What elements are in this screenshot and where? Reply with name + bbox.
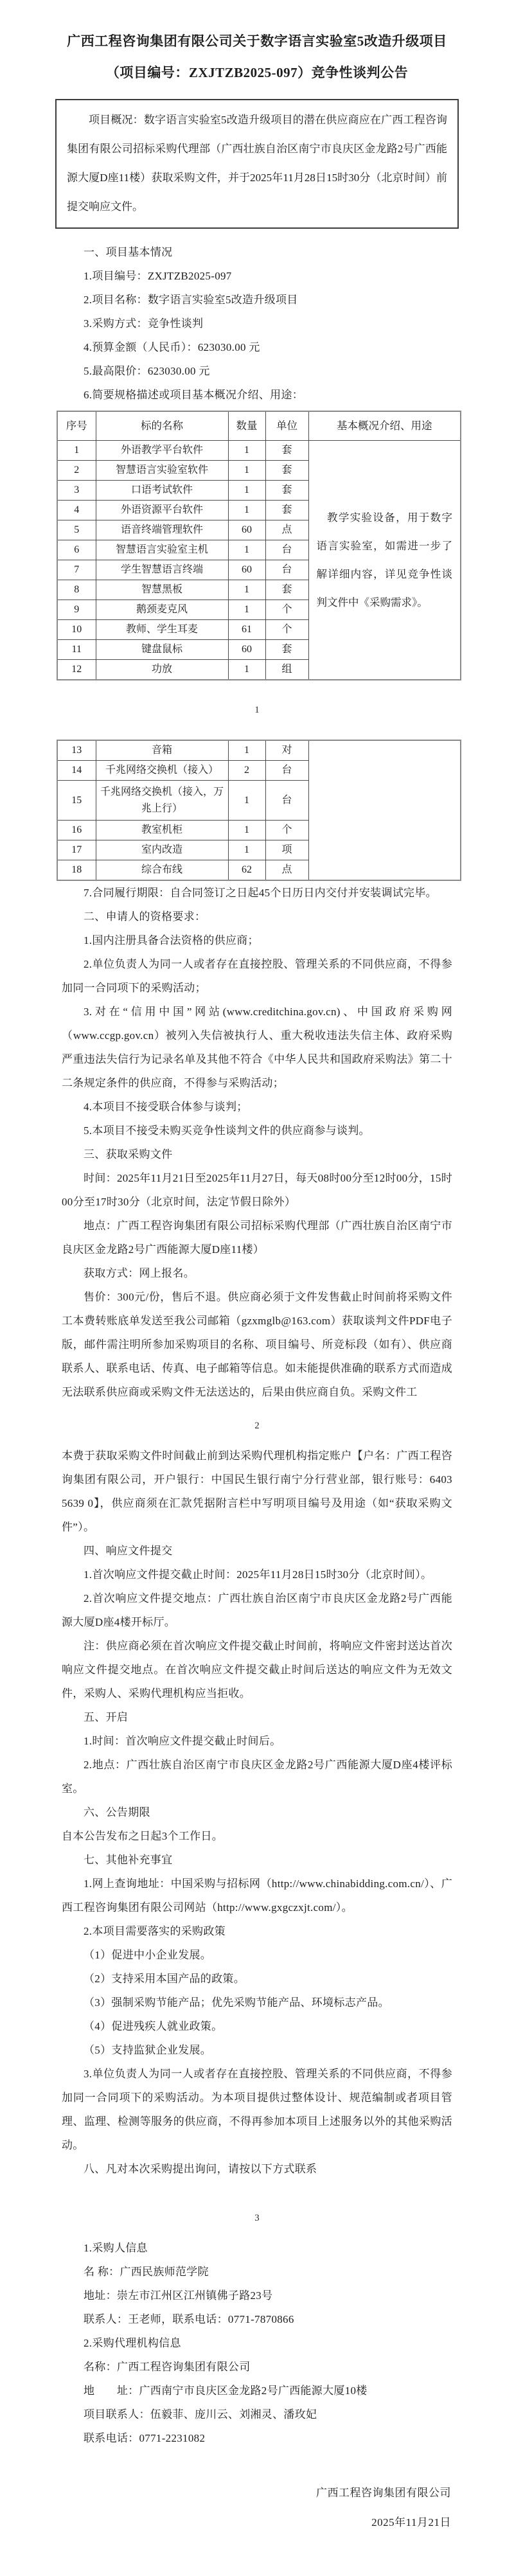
doc-obtain-place: 地点：广西工程咨询集团有限公司招标采购代理部（广西壮族自治区南宁市良庆区金龙路2号广西能源大厦D座11楼）	[62, 1220, 452, 1256]
cell-no: 17	[57, 840, 96, 860]
page-number-2: 2	[254, 1421, 260, 1431]
basic-item-project-name: 2.项目名称：数字语言实验室5改造升级项目	[84, 294, 298, 306]
section-heading-3: 三、获取采购文件	[84, 1148, 173, 1160]
merged-usage-note: 教学实验设备，用于数字语言实验室，如需进一步了解详细内容，详见竞争性谈判文件中《采购需求》。	[308, 441, 461, 680]
title-line-1: 广西工程咨询集团有限公司关于数字语言实验室5改造升级项目	[67, 33, 447, 49]
cell-no: 18	[57, 860, 96, 881]
cell-name: 智慧语言实验室主机	[96, 540, 228, 560]
page-break-gap	[62, 2225, 452, 2236]
signature-date: 2025年11月21日	[371, 2516, 451, 2528]
section-heading-6: 六、公告期限	[84, 1806, 150, 1818]
opening-time: 1.时间：首次响应文件提交截止时间后。	[84, 1735, 281, 1747]
page-break-gap	[62, 1432, 452, 1444]
cell-unit: 组	[265, 660, 308, 680]
para-contract-term: 7.合同履行期限：自合同签订之日起45个日历日内交付并安装调试完毕。	[84, 887, 437, 899]
cell-no: 11	[57, 640, 96, 660]
supplement-item-3: 3.单位负责人为同一人或者存在直接控股、管理关系的不同供应商，不得参加同一合同项下的采购活动。为本项目提供过整体设计、规范编制或者项目管理、监理、检测等服务的供应商，不得再参加本项目上述服务以外的其他采购活动。	[62, 2068, 452, 2151]
purchaser-address: 地址：崇左市江州区江州镇佛子路23号	[84, 2289, 273, 2302]
cell-name: 智慧语言实验室软件	[96, 461, 228, 481]
purchaser-contact: 联系人：王老师，联系电话：0771-7870866	[84, 2313, 294, 2325]
agency-phone: 联系电话：0771-2231082	[84, 2432, 206, 2444]
cell-qty: 1	[228, 481, 265, 501]
purchaser-name: 名 称：广西民族师范学院	[84, 2266, 209, 2278]
cell-unit: 台	[265, 781, 308, 821]
doc-price-paragraph-part2: 本费于获取采购文件时间截止前到达采购代理机构指定账户【户名：广西工程咨询集团有限公司，开户银行：中国民生银行南宁分行营业部，银行账号：6403 5639 0】，供应商须在汇款凭据附言栏中写明项目编号及用途（如“获取采购文件”）。	[62, 1450, 452, 1533]
cell-qty: 60	[228, 520, 265, 540]
page-break-gap	[62, 680, 452, 704]
cell-no: 7	[57, 560, 96, 580]
basic-item-price-cap: 5.最高限价：623030.00 元	[84, 365, 210, 377]
cell-name: 室内改造	[96, 840, 228, 860]
cell-qty: 62	[228, 860, 265, 881]
cell-no: 9	[57, 600, 96, 620]
policy-item-3: （3）强制采购节能产品；优先采购节能产品、环境标志产品。	[84, 1996, 389, 2009]
cell-unit: 套	[265, 441, 308, 461]
cell-unit: 点	[265, 520, 308, 540]
cell-qty: 1	[228, 821, 265, 840]
table-header-row	[57, 411, 461, 441]
items-table-page1	[57, 411, 461, 680]
cell-unit: 项	[265, 840, 308, 860]
response-note: 注：供应商必须在首次响应文件提交截止时间前，将响应文件密封送达首次响应文件提交地点。在首次响应文件提交截止时间后送达的响应文件为无效文件，采购人、采购代理机构应当拒收。	[62, 1640, 452, 1700]
cell-name: 千兆网络交换机（接入，万兆上行）	[96, 781, 228, 821]
cell-unit: 套	[265, 481, 308, 501]
cell-no: 3	[57, 481, 96, 501]
cell-qty: 1	[228, 540, 265, 560]
qualification-item-2: 2.单位负责人为同一人或者存在直接控股、管理关系的不同供应商，不得参加同一合同项下的采购活动；	[62, 958, 452, 994]
qualification-item-1: 1.国内注册具备合法资格的供应商；	[84, 934, 259, 946]
cell-name: 音箱	[96, 740, 228, 761]
cell-name: 语音终端管理软件	[96, 520, 228, 540]
cell-no: 16	[57, 821, 96, 840]
cell-name: 千兆网络交换机（接入）	[96, 761, 228, 781]
cell-qty: 1	[228, 840, 265, 860]
header-cell-no: 序号	[57, 411, 96, 441]
cell-unit: 套	[265, 640, 308, 660]
cell-no: 15	[57, 781, 96, 821]
cell-unit: 套	[265, 580, 308, 600]
cell-qty: 1	[228, 660, 265, 680]
response-deadline: 1.首次响应文件提交截止时间：2025年11月28日15时30分（北京时间）。	[84, 1568, 432, 1581]
table-row	[57, 441, 461, 461]
page-title	[62, 26, 452, 89]
cell-no: 12	[57, 660, 96, 680]
doc-obtain-method: 获取方式：网上报名。	[84, 1267, 195, 1279]
cell-unit: 台	[265, 761, 308, 781]
cell-name: 智慧黑板	[96, 580, 228, 600]
cell-no: 5	[57, 520, 96, 540]
cell-unit: 个	[265, 620, 308, 640]
cell-unit: 台	[265, 560, 308, 580]
response-place: 2.首次响应文件提交地点：广西壮族自治区南宁市良庆区金龙路2号广西能源大厦D座4楼开标厅。	[62, 1592, 452, 1628]
page-number-1: 1	[254, 705, 260, 715]
agency-address: 地 址：广西南宁市良庆区金龙路2号广西能源大厦10楼	[84, 2385, 368, 2397]
cell-name: 口语考试软件	[96, 481, 228, 501]
items-table-page2	[57, 740, 461, 881]
cell-qty: 1	[228, 501, 265, 520]
cell-qty: 1	[228, 580, 265, 600]
cell-no: 8	[57, 580, 96, 600]
cell-unit: 对	[265, 740, 308, 761]
cell-name: 功放	[96, 660, 228, 680]
cell-unit: 套	[265, 501, 308, 520]
cell-qty: 1	[228, 600, 265, 620]
cell-name: 教室机柜	[96, 821, 228, 840]
qualification-item-4: 4.本项目不接受联合体参与谈判；	[84, 1101, 248, 1113]
basic-item-spec-intro: 6.简要规格描述或项目基本概况介绍、用途：	[84, 389, 304, 401]
signature-company: 广西工程咨询集团有限公司	[316, 2487, 451, 2499]
spacer	[62, 229, 452, 240]
cell-name: 鹅颈麦克风	[96, 600, 228, 620]
cell-qty: 2	[228, 761, 265, 781]
header-cell-note: 基本概况介绍、用途	[308, 411, 461, 441]
cell-unit: 个	[265, 600, 308, 620]
page-break-gap	[62, 1404, 452, 1419]
supplement-item-1: 1.网上查询地址：中国采购与招标网（http://www.chinabidding.com.cn/）、广西工程咨询集团有限公司网站（http://www.gxgczxjt.com/）。	[62, 1878, 452, 1914]
cell-no: 1	[57, 441, 96, 461]
agency-contact: 项目联系人：伍毅菲、庞川云、刘湘灵、潘玫妃	[84, 2408, 317, 2421]
cell-no: 6	[57, 540, 96, 560]
announcement-period: 自本公告发布之日起3个工作日。	[62, 1830, 223, 1842]
cell-unit: 台	[265, 540, 308, 560]
qualification-item-3: 3.对在“信用中国”网站(www.creditchina.gov.cn)、中国政府采购网（www.ccgp.gov.cn）被列入失信被执行人、重大税收违法失信主体、政府采购严重违法失信行为记录名单及其他不符合《中华人民共和国政府采购法》第二十二条规定条件的供应商，不得参与采购活动；	[62, 1006, 452, 1089]
basic-item-project-no: 1.项目编号：ZXJTZB2025-097	[84, 270, 232, 282]
basic-item-method: 3.采购方式：竞争性谈判	[84, 317, 204, 330]
policy-item-1: （1）促进中小企业发展。	[84, 1949, 212, 1961]
agency-info-heading: 2.采购代理机构信息	[84, 2337, 181, 2349]
cell-name: 外语教学平台软件	[96, 441, 228, 461]
section-heading-5: 五、开启	[84, 1711, 128, 1723]
page-break-gap	[62, 2181, 452, 2212]
signature-block	[62, 2478, 452, 2537]
cell-qty: 60	[228, 560, 265, 580]
page-break-gap	[62, 716, 452, 736]
header-cell-unit: 单位	[265, 411, 308, 441]
project-overview-box	[55, 99, 459, 229]
policy-item-4: （4）促进残疾人就业政策。	[84, 2020, 223, 2032]
cell-no: 10	[57, 620, 96, 640]
merged-usage-note-continued	[308, 740, 461, 880]
cell-name: 教师、学生耳麦	[96, 620, 228, 640]
section-heading-2: 二、申请人的资格要求：	[84, 910, 206, 923]
cell-qty: 60	[228, 640, 265, 660]
header-cell-qty: 数量	[228, 411, 265, 441]
cell-qty: 61	[228, 620, 265, 640]
qualification-item-5: 5.本项目不接受未购买竞争性谈判文件的供应商参与谈判。	[84, 1124, 370, 1137]
cell-qty: 1	[228, 740, 265, 761]
doc-obtain-time: 时间：2025年11月21日至2025年11月27日，每天08时00分至12时00分，15时00分至17时30分（北京时间，法定节假日除外）	[62, 1172, 452, 1208]
opening-place: 2.地点：广西壮族自治区南宁市良庆区金龙路2号广西能源大厦D座4楼评标室。	[62, 1759, 452, 1795]
supplement-item-2: 2.本项目需要落实的采购政策	[84, 1925, 226, 1937]
cell-no: 14	[57, 761, 96, 781]
cell-no: 13	[57, 740, 96, 761]
header-cell-name: 标的名称	[96, 411, 228, 441]
cell-qty: 1	[228, 461, 265, 481]
cell-unit: 套	[265, 461, 308, 481]
agency-name: 名称：广西工程咨询集团有限公司	[84, 2361, 251, 2373]
section-heading-8: 八、凡对本次采购提出询问，请按以下方式联系	[84, 2163, 317, 2175]
project-overview-text: 项目概况：数字语言实验室5改造升级项目的潜在供应商应在广西工程咨询集团有限公司招标采购代理部（广西壮族自治区南宁市良庆区金龙路2号广西能源大厦D座11楼）获取采购文件，并于2025年11月28日15时30分（北京时间）前提交响应文件。	[67, 114, 447, 213]
section-heading-7: 七、其他补充事宜	[84, 1854, 173, 1866]
policy-item-5: （5）支持监狱企业发展。	[84, 2044, 212, 2056]
section-heading-4: 四、响应文件提交	[84, 1545, 173, 1557]
cell-name: 键盘鼠标	[96, 640, 228, 660]
cell-no: 4	[57, 501, 96, 520]
cell-name: 外语资源平台软件	[96, 501, 228, 520]
cell-qty: 1	[228, 781, 265, 821]
page-number-3: 3	[254, 2213, 260, 2223]
cell-qty: 1	[228, 441, 265, 461]
cell-name: 综合布线	[96, 860, 228, 881]
purchaser-info-heading: 1.采购人信息	[84, 2242, 148, 2254]
basic-item-budget: 4.预算金额（人民币）：623030.00 元	[84, 341, 260, 353]
cell-name: 学生智慧语言终端	[96, 560, 228, 580]
doc-price-paragraph-part1: 售价：300元/份，售后不退。供应商必须于文件发售截止时间前将采购文件工本费转账底单发送至我公司邮箱（gzxmglb@163.com）获取谈判文件PDF电子版，邮件需注明所参加采购项目的名称、项目编号、所竞标段（如有）、供应商联系人、联系电话、传真、电子邮箱等信息。如未能提供准确的联系方式而造成无法联系供应商或采购文件无法送达的，后果由供应商自负。采购文件工	[62, 1291, 452, 1398]
section-heading-1: 一、项目基本情况	[84, 246, 173, 258]
cell-unit: 个	[265, 821, 308, 840]
table-row	[57, 740, 461, 761]
cell-unit: 点	[265, 860, 308, 881]
title-line-2: （项目编号：ZXJTZB2025-097）竞争性谈判公告	[105, 65, 409, 80]
policy-item-2: （2）支持采用本国产品的政策。	[84, 1973, 245, 1985]
cell-no: 2	[57, 461, 96, 481]
